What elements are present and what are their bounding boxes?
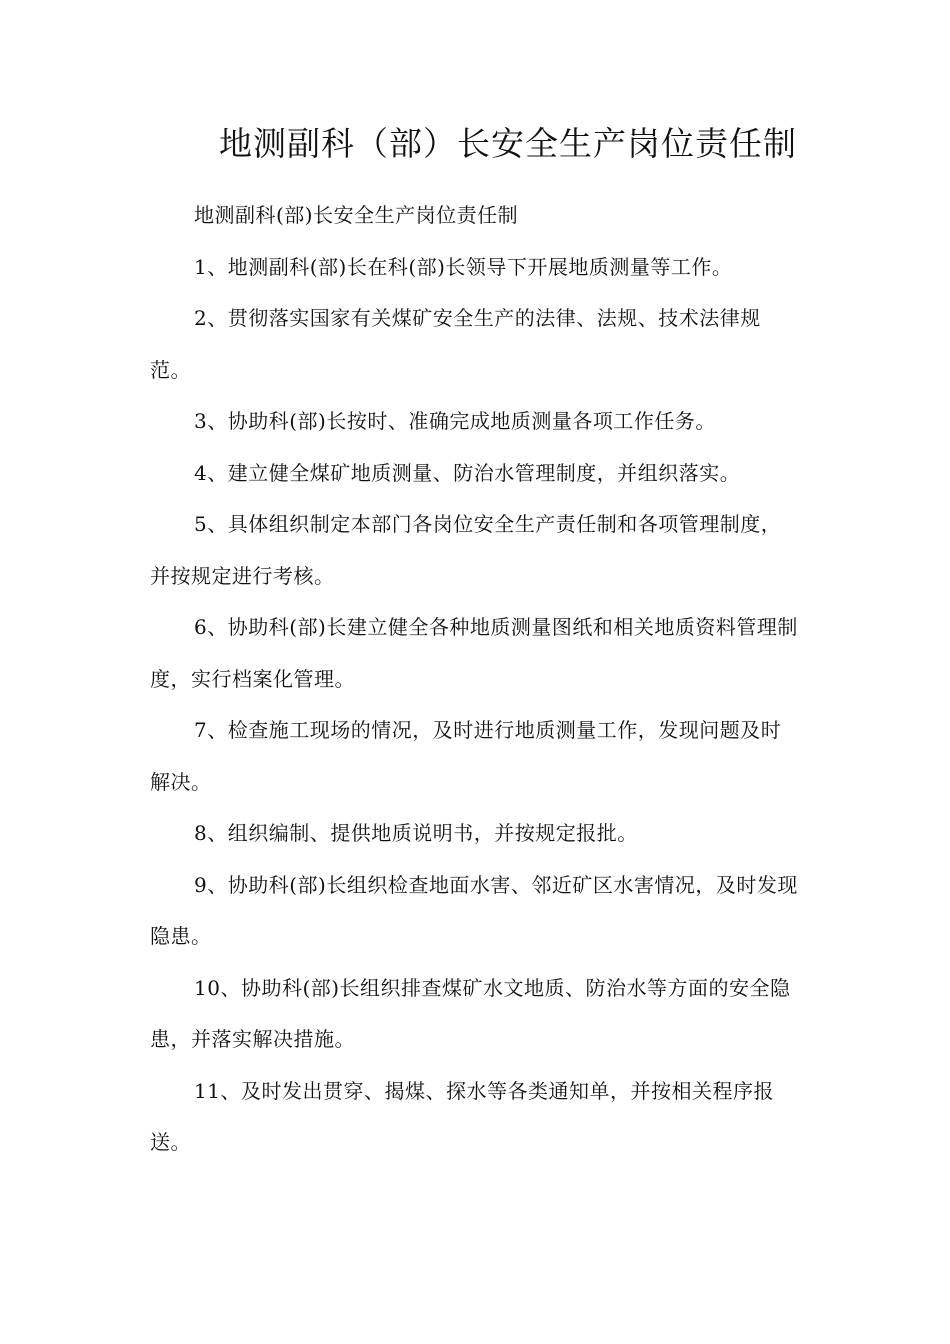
- paragraph-item-3: 3、协助科(部)长按时、准确完成地质测量各项工作任务。: [194, 409, 716, 433]
- paragraph-item-1: 1、地测副科(部)长在科(部)长领导下开展地质测量等工作。: [194, 254, 733, 279]
- paragraph-item-8: 8、组织编制、提供地质说明书，并按规定报批。: [194, 821, 638, 845]
- paragraph-heading: 地测副科(部)长安全生产岗位责任制: [194, 203, 519, 227]
- paragraph-item-2: 2、贯彻落实国家有关煤矿安全生产的法律、法规、技术法律规范。: [150, 306, 761, 382]
- paragraph-item-11: 11、及时发出贯穿、揭煤、探水等各类通知单，并按相关程序报送。: [150, 1078, 774, 1154]
- document-body: [150, 190, 800, 1169]
- paragraph-item-4: 4、建立健全煤矿地质测量、防治水管理制度，并组织落实。: [194, 460, 741, 485]
- paragraph-item-7: 7、检查施工现场的情况，及时进行地质测量工作，发现问题及时解决。: [150, 718, 782, 794]
- paragraph-item-5: 5、具体组织制定本部门各岗位安全生产责任制和各项管理制度，并按规定进行考核。: [150, 512, 782, 588]
- paragraph-item-10: 10、协助科(部)长组织排查煤矿水文地质、防治水等方面的安全隐患，并落实解决措施。: [150, 975, 791, 1051]
- paragraph-item-6: 6、协助科(部)长建立健全各种地质测量图纸和相关地质资料管理制度，实行档案化管理。: [150, 615, 798, 691]
- document-title: 地测副科（部）长安全生产岗位责任制: [219, 124, 797, 163]
- paragraph-item-9: 9、协助科(部)长组织检查地面水害、邻近矿区水害情况，及时发现隐患。: [150, 872, 798, 948]
